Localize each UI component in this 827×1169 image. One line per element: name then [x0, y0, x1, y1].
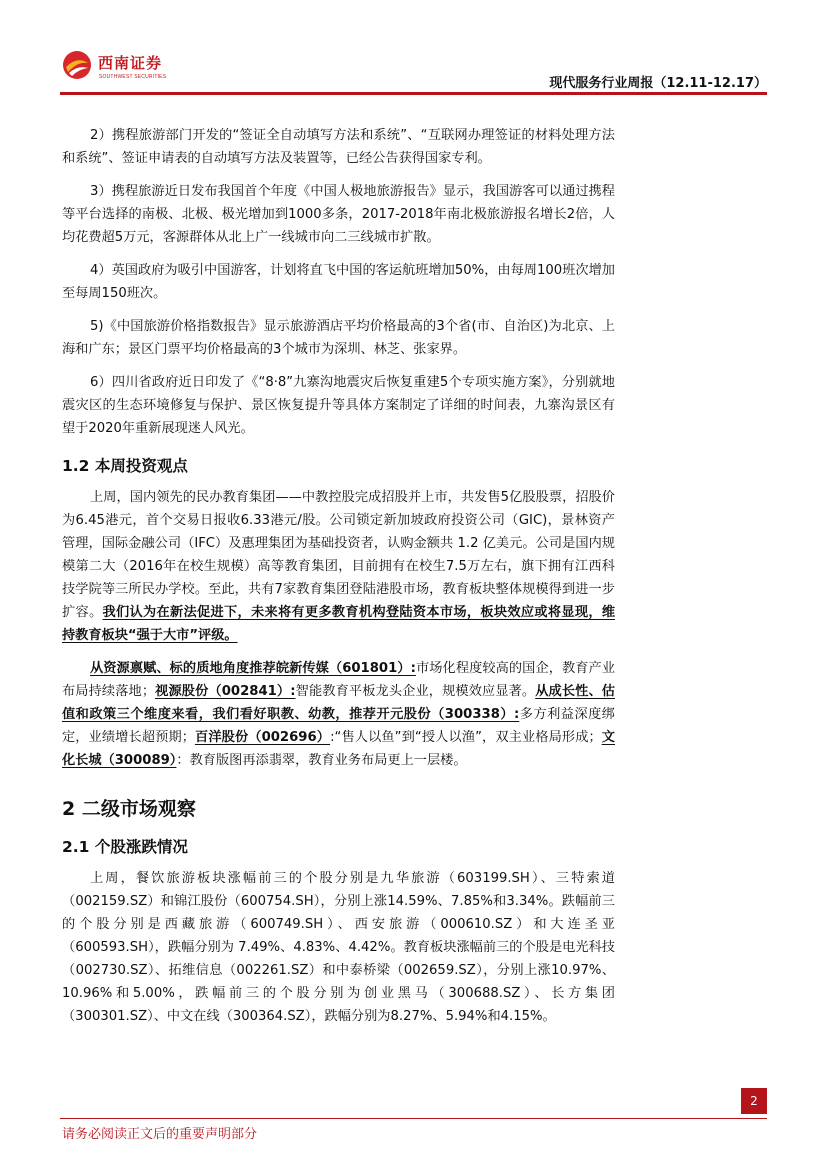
- rec-e-text: ：教育版图再添翡翠，教育业务布局更上一层楼。: [176, 753, 467, 768]
- header-divider: [60, 92, 767, 95]
- section-heading-2-1: 2.1 个股涨跌情况: [62, 838, 188, 856]
- rec-d-title: 百洋股份（002696）: [194, 730, 331, 745]
- stock-recommendations: [62, 657, 615, 772]
- rec-e-title: 文化长城（300089）: [62, 730, 615, 768]
- logo-english-name: SOUTHWEST SECURITIES: [99, 74, 167, 80]
- investment-view-conclusion: 我们认为在新法促进下，未来将有更多教育机构登陆资本市场，板块效应或将显现，维持教育板块“强于大市”评级。: [62, 605, 616, 643]
- investment-view-paragraph: [62, 486, 615, 647]
- rec-c-text: 多方利益深度绑定，业绩增长超预期；: [62, 707, 615, 745]
- disclaimer-note: 请务必阅读正文后的重要声明部分: [62, 1127, 258, 1142]
- news-item-4: 4）英国政府为吸引中国游客，计划将直飞中国的客运航班增加50%，由每周100班次增加至每周150班次。: [62, 263, 615, 301]
- rec-a-title: 从资源禀赋、标的质地角度推荐皖新传媒（601801）:: [90, 661, 416, 676]
- news-item-3: 3）携程旅游近日发布我国首个年度《中国人极地旅游报告》显示，我国游客可以通过携程等平台选择的南极、北极、极光增加到1000多条，2017-2018年南北极旅游报名增长2倍，人均花费超5万元，客源群体从北上广一线城市向二三线城市扩散。: [62, 184, 615, 245]
- rec-b-title: 视源股份（002841）:: [155, 684, 296, 699]
- news-item-5: 5)《中国旅游价格指数报告》显示旅游酒店平均价格最高的3个省(市、自治区)为北京、上海和广东；景区门票平均价格最高的3个城市为深圳、林芝、张家界。: [62, 319, 615, 357]
- report-title: 现代服务行业周报（12.11-12.17）: [549, 76, 767, 91]
- rec-b-text: 智能教育平板龙头企业，规模效应显著。: [295, 684, 536, 699]
- page-number: 2: [741, 1088, 767, 1114]
- investment-view-text: 上周，国内领先的民办教育集团——中教控股完成招股并上市，共发售5亿股股票，招股价为6.45港元，首个交易日报收6.33港元/股。公司锁定新加坡政府投资公司（GIC)，景林资产管理，国际金融公司（IFC）及惠理集团为基础投资者，认购金额共 1.2 亿美元。公司是国内规模第二大（2016年在校生规模）高等教育集团，目前拥有在校生7.5万左右，旗下拥有江西科技学院等三所民办学校。至此，共有7家教育集团登陆港股市场，教育板块整体规模得到进一步扩容。: [62, 490, 615, 620]
- section-heading-1-2: 1.2 本周投资观点: [62, 457, 188, 475]
- logo-emblem-icon: [62, 50, 92, 80]
- company-logo: [62, 48, 192, 88]
- rec-d-text: :“售人以鱼”到“授人以渔”，双主业格局形成；: [330, 730, 602, 745]
- stock-movement-paragraph: 上周，餐饮旅游板块涨幅前三的个股分别是九华旅游（603199.SH）、三特索道（002159.SZ）和锦江股份（600754.SH），分别上涨14.59%、7.85%和3.34%。跌幅前三的个股分别是西藏旅游（600749.SH）、西安旅游（000610.SZ）和大连圣亚（600593.SH），跌幅分别为 7.49%、4.83%、4.42%。教育板块涨幅前三的个股是电光科技（002730.SZ）、拓维信息（002261.SZ）和中泰桥梁（002659.SZ），分别上涨10.97%、10.96%和5.00%，跌幅前三的个股分别为创业黑马（300688.SZ）、长方集团（300301.SZ）、中文在线（300364.SZ），跌幅分别为8.27%、5.94%和4.15%。: [62, 871, 615, 1024]
- news-item-6: 6）四川省政府近日印发了《“8·8”九寨沟地震灾后恢复重建5个专项实施方案》，分别就地震灾区的生态环境修复与保护、景区恢复提升等具体方案制定了详细的时间表，九寨沟景区有望于2020年重新展现迷人风光。: [62, 375, 615, 436]
- rec-a-text: 市场化程度较高的国企，教育产业布局持续落地；: [62, 661, 616, 699]
- section-heading-2: 2 二级市场观察: [62, 798, 196, 820]
- footer-divider: [60, 1118, 767, 1119]
- news-item-2: 2）携程旅游部门开发的“签证全自动填写方法和系统”、“互联网办理签证的材料处理方法和系统”、签证申请表的自动填写方法及装置等，已经公告获得国家专利。: [62, 128, 615, 166]
- document-body: [62, 124, 615, 1038]
- rec-c-title: 从成长性、估值和政策三个维度来看，我们看好职教、幼教，推荐开元股份（300338）:: [62, 684, 615, 722]
- logo-chinese-name: 西南证券: [98, 54, 163, 72]
